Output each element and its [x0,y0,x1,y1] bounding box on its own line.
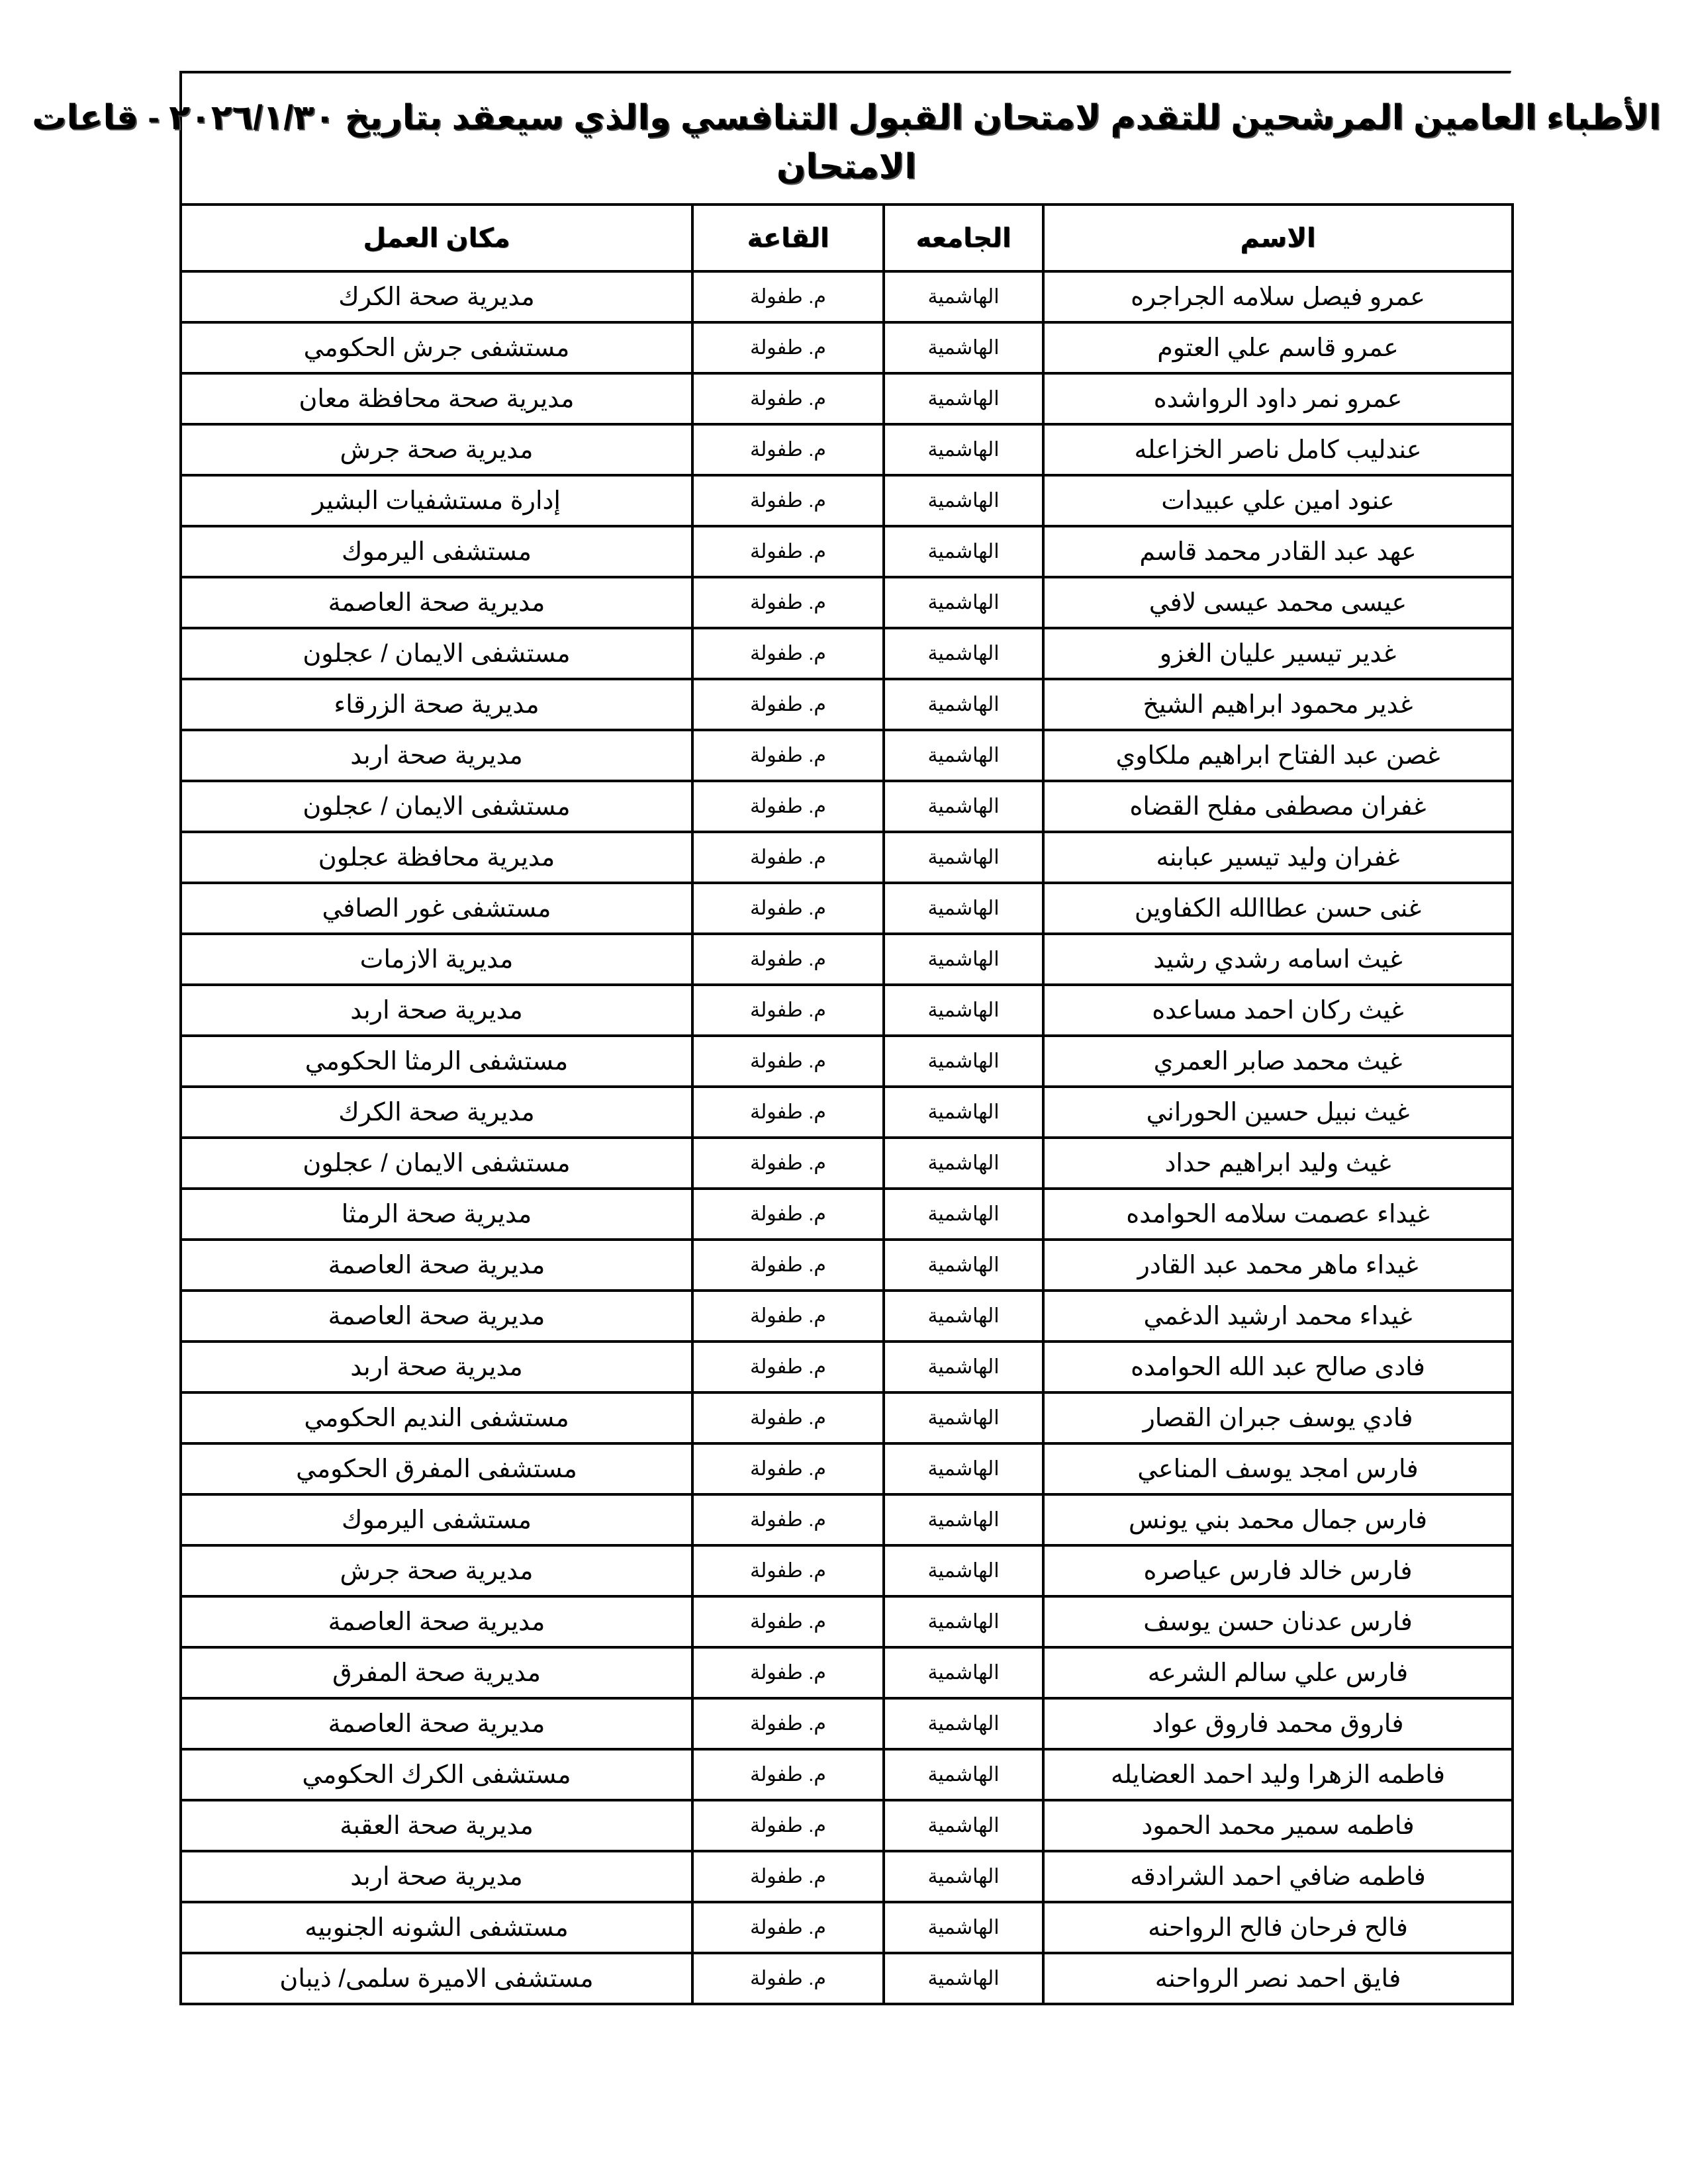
table-row [181,1291,1513,1342]
cell-hall: م. طفولة [692,1545,884,1596]
cell-university: الهاشمية [884,679,1043,730]
cell-workplace: مستشفى الشونه الجنوبيه [181,1902,692,1953]
cell-name: فاطمه ضافي احمد الشرادقه [1043,1851,1513,1902]
cell-name: غنى حسن عطاالله الكفاوين [1043,883,1513,934]
table-row [181,1698,1513,1749]
cell-university: الهاشمية [884,373,1043,424]
cell-hall: م. طفولة [692,1291,884,1342]
cell-name: عهد عبد القادر محمد قاسم [1043,526,1513,577]
cell-university: الهاشمية [884,1494,1043,1545]
cell-hall: م. طفولة [692,1698,884,1749]
cell-workplace: مديرية صحة اربد [181,985,692,1036]
cell-workplace: مستشفى النديم الحكومي [181,1392,692,1443]
cell-workplace: مديرية صحة العاصمة [181,1240,692,1291]
table-row [181,628,1513,679]
cell-workplace: إدارة مستشفيات البشير [181,475,692,526]
cell-hall: م. طفولة [692,1087,884,1138]
cell-hall: م. طفولة [692,1800,884,1851]
table-row [181,1953,1513,2004]
cell-workplace: مديرية محافظة عجلون [181,832,692,883]
cell-hall: م. طفولة [692,1240,884,1291]
cell-university: الهاشمية [884,526,1043,577]
cell-name: غيداء ماهر محمد عبد القادر [1043,1240,1513,1291]
cell-hall: م. طفولة [692,832,884,883]
cell-university: الهاشمية [884,985,1043,1036]
cell-name: فاطمه الزهرا وليد احمد العضايله [1043,1749,1513,1800]
cell-workplace: مديرية صحة الزرقاء [181,679,692,730]
table-row [181,1494,1513,1545]
cell-workplace: مستشفى الكرك الحكومي [181,1749,692,1800]
cell-name: فارس عدنان حسن يوسف [1043,1596,1513,1647]
cell-university: الهاشمية [884,271,1043,322]
table-row [181,475,1513,526]
cell-university: الهاشمية [884,1240,1043,1291]
cell-hall: م. طفولة [692,1342,884,1392]
cell-name: فادي يوسف جبران القصار [1043,1392,1513,1443]
cell-hall: م. طفولة [692,1596,884,1647]
cell-workplace: مديرية صحة الكرك [181,271,692,322]
table-row [181,679,1513,730]
cell-name: غيث وليد ابراهيم حداد [1043,1138,1513,1189]
cell-university: الهاشمية [884,730,1043,781]
cell-workplace: مديرية صحة اربد [181,1851,692,1902]
cell-hall: م. طفولة [692,1647,884,1698]
table-row [181,1851,1513,1902]
cell-university: الهاشمية [884,1749,1043,1800]
document-title-line-2: الامتحان [776,148,917,186]
table-row [181,577,1513,628]
cell-workplace: مديرية صحة العاصمة [181,1596,692,1647]
cell-hall: م. طفولة [692,934,884,985]
cell-name: غفران وليد تيسير عبابنه [1043,832,1513,883]
cell-university: الهاشمية [884,781,1043,832]
cell-university: الهاشمية [884,883,1043,934]
cell-hall: م. طفولة [692,424,884,475]
cell-name: غيث محمد صابر العمري [1043,1036,1513,1087]
cell-name: غصن عبد الفتاح ابراهيم ملكاوي [1043,730,1513,781]
cell-university: الهاشمية [884,1036,1043,1087]
cell-name: عمرو فيصل سلامه الجراجره [1043,271,1513,322]
column-header-hall: القاعة [692,205,884,271]
table-row [181,730,1513,781]
cell-university: الهاشمية [884,1851,1043,1902]
table-row [181,985,1513,1036]
table-row [181,781,1513,832]
table-row [181,271,1513,322]
cell-university: الهاشمية [884,322,1043,373]
cell-hall: م. طفولة [692,1189,884,1240]
cell-hall: م. طفولة [692,475,884,526]
cell-workplace: مديرية صحة الكرك [181,1087,692,1138]
cell-workplace: مستشفى الايمان / عجلون [181,628,692,679]
cell-workplace: مستشفى الاميرة سلمى/ ذيبان [181,1953,692,2004]
cell-workplace: مستشفى اليرموك [181,1494,692,1545]
cell-university: الهاشمية [884,1953,1043,2004]
cell-university: الهاشمية [884,1189,1043,1240]
cell-workplace: مديرية صحة محافظة معان [181,373,692,424]
cell-hall: م. طفولة [692,322,884,373]
column-header-name: الاسم [1043,205,1513,271]
table-row [181,1545,1513,1596]
cell-hall: م. طفولة [692,271,884,322]
cell-university: الهاشمية [884,1138,1043,1189]
cell-name: غدير تيسير عليان الغزو [1043,628,1513,679]
cell-university: الهاشمية [884,1698,1043,1749]
cell-name: عنود امين علي عبيدات [1043,475,1513,526]
cell-hall: م. طفولة [692,679,884,730]
cell-university: الهاشمية [884,1545,1043,1596]
cell-hall: م. طفولة [692,883,884,934]
cell-university: الهاشمية [884,475,1043,526]
cell-workplace: مديرية صحة المفرق [181,1647,692,1698]
cell-name: فارس علي سالم الشرعه [1043,1647,1513,1698]
table-row [181,1749,1513,1800]
cell-university: الهاشمية [884,1800,1043,1851]
table-row [181,526,1513,577]
column-header-workplace: مكان العمل [181,205,692,271]
table-row [181,1342,1513,1392]
cell-hall: م. طفولة [692,1138,884,1189]
table-row [181,1036,1513,1087]
cell-workplace: مستشفى اليرموك [181,526,692,577]
cell-name: فالح فرحان فالح الرواحنه [1043,1902,1513,1953]
cell-name: عندليب كامل ناصر الخزاعله [1043,424,1513,475]
table-body [181,271,1513,2004]
table-row [181,1189,1513,1240]
table-row [181,1138,1513,1189]
cell-hall: م. طفولة [692,373,884,424]
cell-university: الهاشمية [884,424,1043,475]
column-header-university: الجامعه [884,205,1043,271]
cell-name: غدير محمود ابراهيم الشيخ [1043,679,1513,730]
cell-hall: م. طفولة [692,781,884,832]
cell-name: غيث اسامه رشدي رشيد [1043,934,1513,985]
table-row [181,934,1513,985]
cell-workplace: مستشفى الايمان / عجلون [181,781,692,832]
cell-university: الهاشمية [884,1087,1043,1138]
cell-name: غيث ركان احمد مساعده [1043,985,1513,1036]
cell-hall: م. طفولة [692,985,884,1036]
cell-workplace: مديرية صحة اربد [181,1342,692,1392]
cell-university: الهاشمية [884,1392,1043,1443]
cell-university: الهاشمية [884,628,1043,679]
cell-hall: م. طفولة [692,1036,884,1087]
cell-name: فاطمه سمير محمد الحمود [1043,1800,1513,1851]
cell-name: عمرو نمر داود الرواشده [1043,373,1513,424]
cell-hall: م. طفولة [692,1494,884,1545]
cell-name: عمرو قاسم علي العتوم [1043,322,1513,373]
table-row [181,322,1513,373]
cell-hall: م. طفولة [692,1392,884,1443]
cell-hall: م. طفولة [692,526,884,577]
cell-university: الهاشمية [884,1443,1043,1494]
cell-name: فاروق محمد فاروق عواد [1043,1698,1513,1749]
cell-university: الهاشمية [884,1342,1043,1392]
cell-name: غيداء محمد ارشيد الدغمي [1043,1291,1513,1342]
cell-hall: م. طفولة [692,1851,884,1902]
cell-workplace: مستشفى المفرق الحكومي [181,1443,692,1494]
cell-university: الهاشمية [884,577,1043,628]
cell-workplace: مديرية صحة العاصمة [181,1698,692,1749]
table-row [181,832,1513,883]
cell-workplace: مديرية صحة العاصمة [181,1291,692,1342]
document-title-box [32,71,1661,203]
cell-hall: م. طفولة [692,577,884,628]
cell-name: غيث نبيل حسين الحوراني [1043,1087,1513,1138]
cell-university: الهاشمية [884,1647,1043,1698]
cell-hall: م. طفولة [692,1902,884,1953]
document-page [32,71,1661,2005]
cell-name: غفران مصطفى مفلح القضاه [1043,781,1513,832]
cell-university: الهاشمية [884,832,1043,883]
cell-name: عيسى محمد عيسى لافي [1043,577,1513,628]
cell-name: فايق احمد نصر الرواحنه [1043,1953,1513,2004]
cell-name: غيداء عصمت سلامه الحوامده [1043,1189,1513,1240]
table-row [181,1240,1513,1291]
cell-name: فادى صالح عبد الله الحوامده [1043,1342,1513,1392]
cell-workplace: مديرية صحة العقبة [181,1800,692,1851]
cell-university: الهاشمية [884,934,1043,985]
cell-hall: م. طفولة [692,1443,884,1494]
cell-hall: م. طفولة [692,628,884,679]
cell-workplace: مديرية صحة جرش [181,424,692,475]
document-title-line-1: الأطباء العامين المرشحين للتقدم لامتحان القبول التنافسي والذي سيعقد بتاريخ ٢٠٢٦/١/٣٠ - قاعات [32,99,1661,137]
table-row [181,1647,1513,1698]
cell-university: الهاشمية [884,1596,1043,1647]
cell-name: فارس جمال محمد بني يونس [1043,1494,1513,1545]
cell-workplace: مستشفى الرمثا الحكومي [181,1036,692,1087]
cell-workplace: مستشفى جرش الحكومي [181,322,692,373]
cell-workplace: مستشفى الايمان / عجلون [181,1138,692,1189]
cell-hall: م. طفولة [692,730,884,781]
cell-workplace: مديرية الازمات [181,934,692,985]
cell-name: فارس امجد يوسف المناعي [1043,1443,1513,1494]
table-header-row [181,205,1513,271]
table-row [181,1596,1513,1647]
table-row [181,373,1513,424]
table-row [181,1443,1513,1494]
table-row [181,1087,1513,1138]
cell-university: الهاشمية [884,1291,1043,1342]
cell-workplace: مديرية صحة اربد [181,730,692,781]
candidates-table [179,203,1514,2005]
cell-hall: م. طفولة [692,1953,884,2004]
cell-workplace: مديرية صحة العاصمة [181,577,692,628]
table-row [181,883,1513,934]
cell-name: فارس خالد فارس عياصره [1043,1545,1513,1596]
cell-workplace: مديرية صحة جرش [181,1545,692,1596]
cell-workplace: مستشفى غور الصافي [181,883,692,934]
table-row [181,1392,1513,1443]
cell-hall: م. طفولة [692,1749,884,1800]
cell-workplace: مديرية صحة الرمثا [181,1189,692,1240]
cell-university: الهاشمية [884,1902,1043,1953]
table-row [181,1800,1513,1851]
table-row [181,424,1513,475]
table-row [181,1902,1513,1953]
